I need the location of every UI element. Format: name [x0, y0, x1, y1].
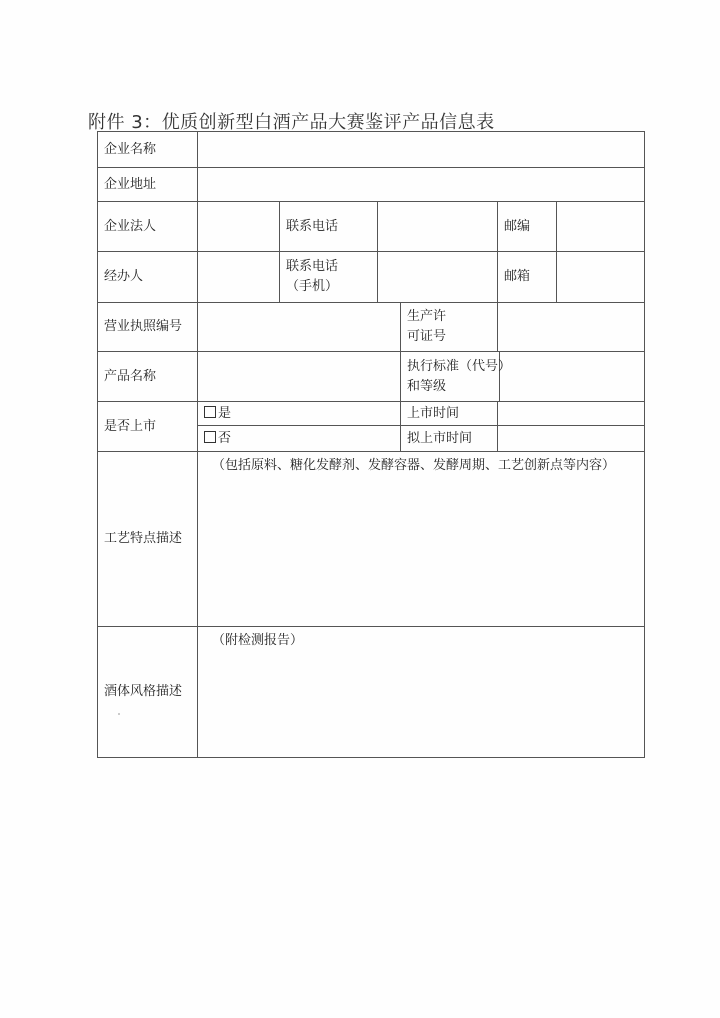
- field-production-permit[interactable]: [498, 303, 645, 352]
- label-style-desc: 酒体风格描述: [98, 627, 198, 758]
- label-contact-phone-mobile: [280, 252, 378, 303]
- label-planned-market-time: 拟上市时间: [401, 426, 498, 452]
- label-standard-line2: 和等级: [407, 378, 447, 394]
- row-on-market-yes: [98, 402, 645, 426]
- field-email[interactable]: [557, 252, 645, 303]
- label-legal-person: 企业法人: [98, 202, 198, 252]
- label-postcode: 邮编: [498, 202, 557, 252]
- label-contact-phone: 联系电话: [280, 202, 378, 252]
- row-license: [98, 303, 645, 352]
- field-company-name[interactable]: [198, 132, 645, 168]
- checkbox-yes[interactable]: [204, 406, 216, 418]
- label-standard-line1: 执行标准（代号）: [407, 358, 512, 374]
- label-contact-phone-mobile-line1: 联系电话: [286, 259, 339, 274]
- style-hint: （附检测报告）: [212, 633, 304, 648]
- row-style: [98, 627, 645, 758]
- checkbox-no[interactable]: [204, 431, 216, 443]
- label-contact-phone-mobile-line2: （手机）: [286, 279, 339, 294]
- field-product-name[interactable]: [198, 352, 401, 402]
- field-legal-person[interactable]: [198, 202, 280, 252]
- label-process-desc: 工艺特点描述: [98, 452, 198, 627]
- title-prefix: 附件 3：: [88, 112, 162, 133]
- row-product: [98, 352, 645, 402]
- field-contact-phone-mobile[interactable]: [378, 252, 498, 303]
- title-text: 优质创新型白酒产品大赛鉴评产品信息表: [161, 112, 495, 133]
- row-handler: [98, 252, 645, 303]
- option-no[interactable]: [198, 426, 401, 452]
- row-process: [98, 452, 645, 627]
- label-company-address: 企业地址: [98, 168, 198, 202]
- option-no-label: 否: [218, 430, 232, 446]
- field-contact-phone[interactable]: [378, 202, 498, 252]
- label-production-permit-line1: 生产许: [407, 309, 447, 324]
- process-hint: （包括原料、糖化发酵剂、发酵容器、发酵周期、工艺创新点等内容）: [212, 458, 616, 473]
- row-company-name: [98, 132, 645, 168]
- field-company-address[interactable]: [198, 168, 645, 202]
- product-info-table: [97, 131, 645, 758]
- row-company-address: [98, 168, 645, 202]
- label-email: 邮箱: [498, 252, 557, 303]
- label-on-market: 是否上市: [98, 402, 198, 452]
- option-yes-label: 是: [218, 405, 232, 421]
- field-standard[interactable]: [500, 352, 645, 402]
- row-legal-person: [98, 202, 645, 252]
- label-production-permit: [401, 303, 498, 352]
- field-style-desc[interactable]: [198, 627, 645, 758]
- label-production-permit-line2: 可证号: [407, 329, 447, 344]
- label-product-name: 产品名称: [98, 352, 198, 402]
- field-handler[interactable]: [198, 252, 280, 303]
- option-yes[interactable]: [198, 402, 401, 426]
- field-market-time[interactable]: [498, 402, 645, 426]
- label-company-name: 企业名称: [98, 132, 198, 168]
- label-market-time: 上市时间: [401, 402, 498, 426]
- field-planned-market-time[interactable]: [498, 426, 645, 452]
- field-license-no[interactable]: [198, 303, 401, 352]
- field-postcode[interactable]: [557, 202, 645, 252]
- label-license-no: 营业执照编号: [98, 303, 198, 352]
- field-process-desc[interactable]: [198, 452, 645, 627]
- scan-speck: [118, 713, 120, 715]
- label-handler: 经办人: [98, 252, 198, 303]
- label-standard: [401, 352, 512, 402]
